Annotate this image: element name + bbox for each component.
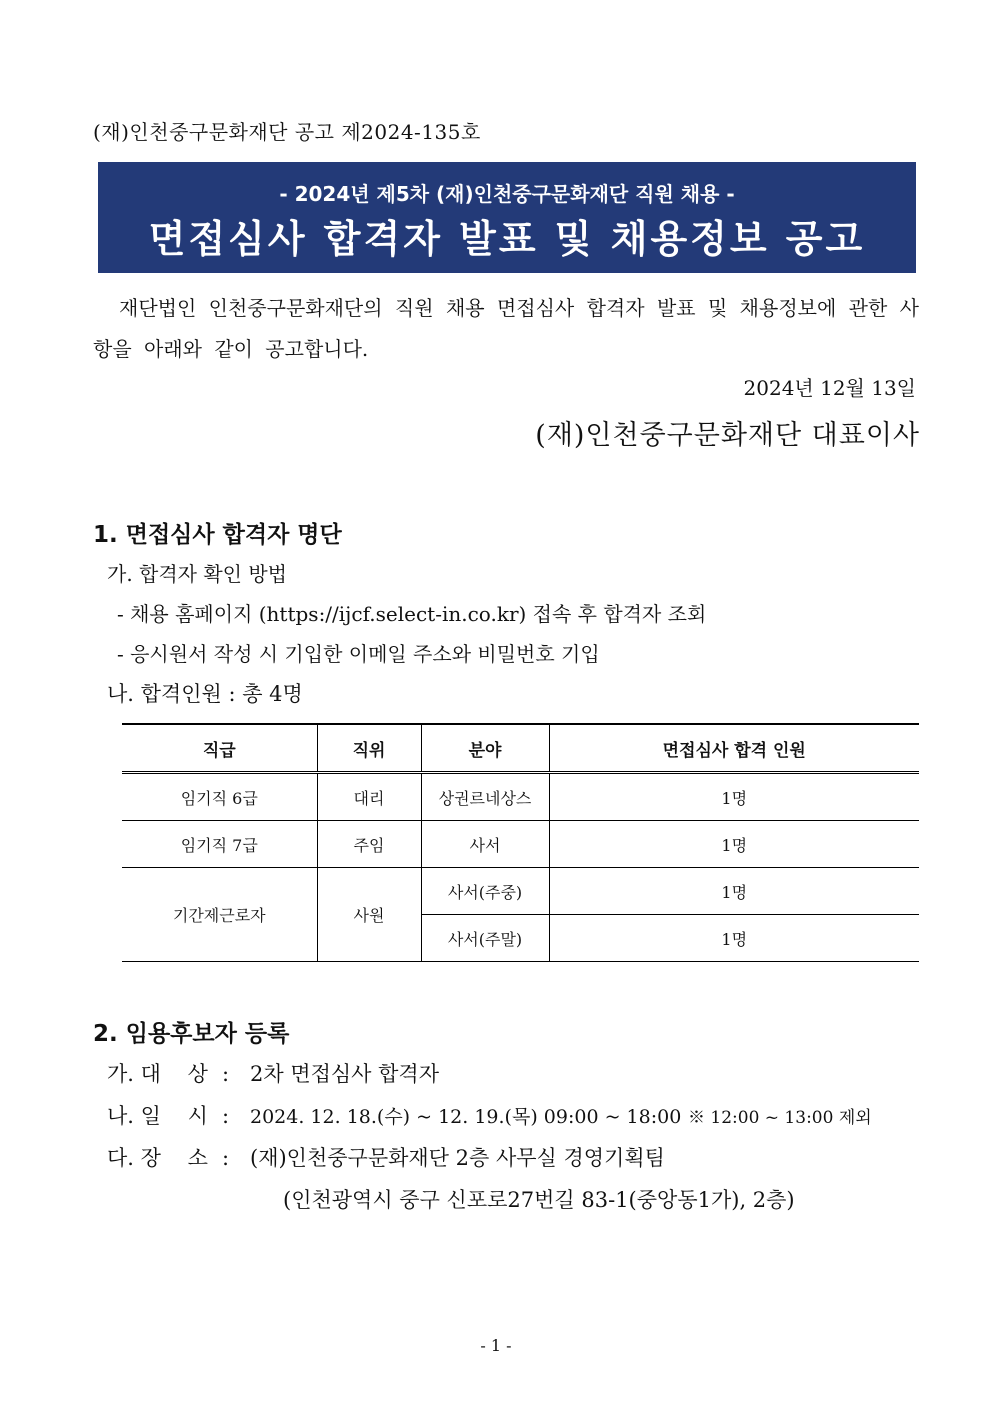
cell-position: 대리: [317, 773, 421, 821]
issuer: (재)인천중구문화재단 대표이사: [535, 420, 920, 451]
cell-grade: 임기직 6급: [122, 773, 317, 821]
section1-item-a: 가. 합격자 확인 방법: [107, 562, 287, 586]
notice-date: 2024년 12월 13일: [743, 376, 916, 400]
banner-title: 면접심사 합격자 발표 및 채용정보 공고: [148, 217, 866, 261]
cell-field: 상권르네상스: [421, 773, 549, 821]
time-note: ※ 12:00 ~ 13:00 제외: [687, 1108, 872, 1128]
table-row: [122, 773, 919, 821]
cell-grade: 기간제근로자: [122, 868, 317, 962]
section2-place: 다. 장 소 : (재)인천중구문화재단 2층 사무실 경영기획팀: [107, 1142, 665, 1172]
table-row: [122, 821, 919, 868]
time-label: 나. 일 시: [107, 1104, 208, 1128]
section2-heading: 2. 임용후보자 등록: [93, 1021, 290, 1047]
target-value: 2차 면접심사 합격자: [250, 1062, 439, 1086]
cell-count: 1명: [549, 915, 919, 962]
result-table: [122, 723, 919, 962]
header-field: 분야: [421, 724, 549, 773]
cell-field: 사서(주말): [421, 915, 549, 962]
cell-position: 사원: [317, 868, 421, 962]
section1-item-a-login: - 응시원서 작성 시 기입한 이메일 주소와 비밀번호 기입: [117, 642, 600, 666]
cell-count: 1명: [549, 868, 919, 915]
page-number: - 1 -: [480, 1336, 512, 1355]
section2-time: 나. 일 시 : 2024. 12. 18.(수) ~ 12. 19.(목) 09:00 ~ 18:00 ※ 12:00 ~ 13:00 제외: [107, 1100, 872, 1130]
table-row: [122, 868, 919, 915]
section1-item-b: 나. 합격인원 : 총 4명: [107, 682, 303, 706]
intro-paragraph: 재단법인 인천중구문화재단의 직원 채용 면접심사 합격자 발표 및 채용정보에 관한 사항을 아래와 같이 공고합니다.: [93, 296, 919, 361]
cell-grade: 임기직 7급: [122, 821, 317, 868]
section1-heading: 1. 면접심사 합격자 명단: [93, 522, 342, 548]
cell-count: 1명: [549, 773, 919, 821]
cell-field: 사서: [421, 821, 549, 868]
banner-subtitle: - 2024년 제5차 (재)인천중구문화재단 직원 채용 -: [279, 182, 735, 206]
notice-number: (재)인천중구문화재단 공고 제2024-135호: [93, 120, 481, 144]
section1-item-a-homepage: - 채용 홈페이지 (https://ijcf.select-in.co.kr) 접속 후 합격자 조회: [117, 602, 707, 626]
header-position: 직위: [317, 724, 421, 773]
time-value: 2024. 12. 18.(수) ~ 12. 19.(목) 09:00 ~ 18:00: [250, 1106, 682, 1128]
cell-field: 사서(주중): [421, 868, 549, 915]
header-count: 면접심사 합격 인원: [549, 724, 919, 773]
cell-count: 1명: [549, 821, 919, 868]
cell-position: 주임: [317, 821, 421, 868]
title-banner: [98, 162, 916, 273]
header-grade: 직급: [122, 724, 317, 773]
place-label: 다. 장 소: [107, 1146, 208, 1170]
place-value: (재)인천중구문화재단 2층 사무실 경영기획팀: [250, 1146, 665, 1170]
target-label: 가. 대 상: [107, 1062, 208, 1086]
place-address: (인천광역시 중구 신포로27번길 83-1(중앙동1가), 2층): [283, 1188, 795, 1212]
section2-target: 가. 대 상 : 2차 면접심사 합격자: [107, 1058, 439, 1088]
table-header-row: [122, 724, 919, 773]
